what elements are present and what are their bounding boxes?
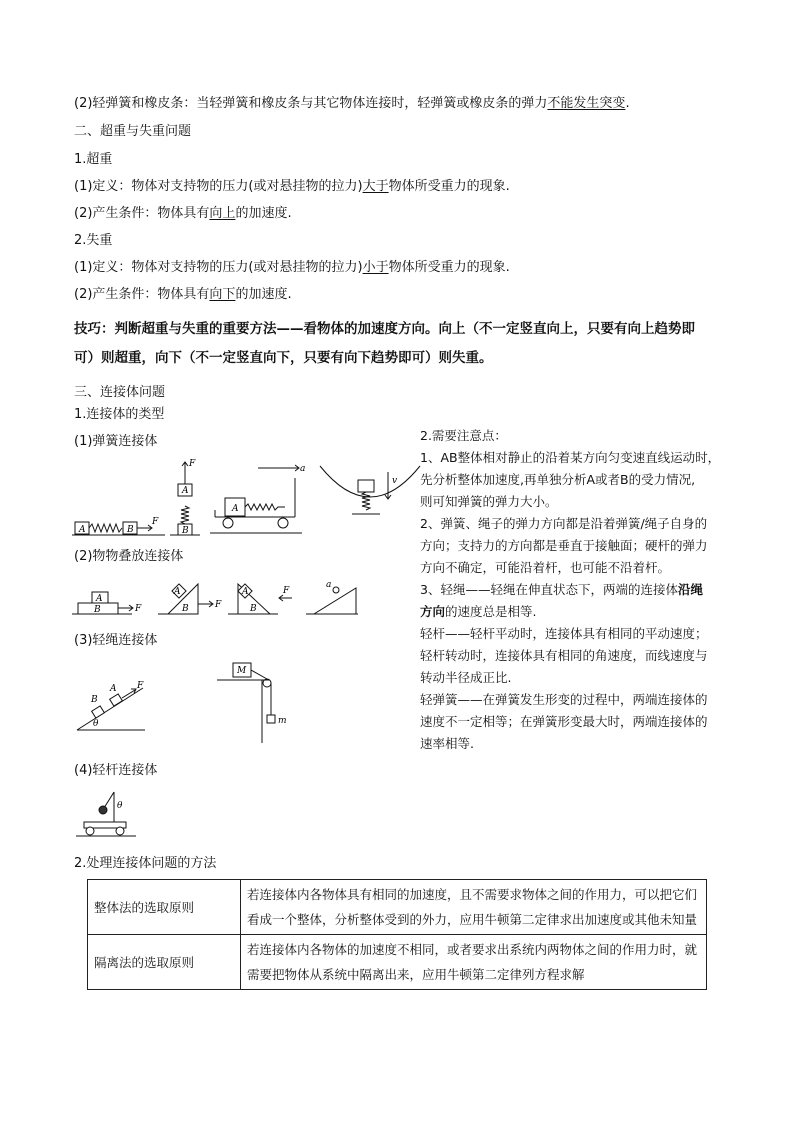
figure-label-f: F xyxy=(152,517,159,527)
note-line: 方向不确定，可能沿着杆，也可能不沿着杆。 xyxy=(420,560,671,575)
figure-label-b: B xyxy=(182,526,189,536)
figure-label-a: A xyxy=(174,587,181,597)
figure-label-b: B xyxy=(127,525,134,535)
note-line: 转动半径成正比. xyxy=(420,670,512,685)
methods-table xyxy=(87,879,707,990)
note-line: 速度不一定相等；在弹簧形变最大时，两端连接体的 xyxy=(420,714,708,729)
note-line: 则可知弹簧的弹力大小。 xyxy=(420,494,558,509)
method-name-cell: 隔离法的选取原则 xyxy=(88,935,241,990)
overweight-definition: (1)定义：物体对支持物的压力(或对悬挂物的拉力)大于物体所受重力的现象. xyxy=(74,179,510,194)
table-row xyxy=(88,935,707,990)
figure-label-f: F xyxy=(189,459,196,469)
figure-label-a: A xyxy=(79,525,86,535)
section-heading-3: 三、连接体问题 xyxy=(74,385,166,400)
figure-label-f: F xyxy=(137,681,144,691)
rope-connector-figure xyxy=(75,658,295,748)
tip-line-1: 技巧：判断超重与失重的重要方法——看物体的加速度方向。向上（不一定竖直向上，只要有向上趋势即 xyxy=(74,321,695,337)
figure-label-f: F xyxy=(283,586,290,596)
paragraph-spring-rubber: (2)轻弹簧和橡皮条：当轻弹簧和橡皮条与其它物体连接时，轻弹簧或橡皮条的弹力不能发生突变. xyxy=(74,96,630,111)
figure-label-small-m: m xyxy=(278,716,287,726)
type-spring-label: (1)弹簧连接体 xyxy=(74,434,158,449)
notes-column xyxy=(420,425,740,755)
table-row xyxy=(88,880,707,935)
subheading-connector-types: 1.连接体的类型 xyxy=(74,407,165,422)
stacked-connector-figure xyxy=(70,578,370,623)
note-line: 轻杆——轻杆平动时，连接体具有相同的平动速度； xyxy=(420,626,708,641)
weightless-definition: (1)定义：物体对支持物的压力(或对悬挂物的拉力)小于物体所受重力的现象. xyxy=(74,260,510,275)
method-description-cell: 若连接体内各物体的加速度不相同，或者要求出系统内两物体之间的作用力时，就需要把物体从系统中隔离出来，应用牛顿第二定律列方程求解 xyxy=(241,935,707,990)
tip-line-2: 可）则超重，向下（不一定竖直向下，只要有向下趋势即可）则失重。 xyxy=(74,350,493,366)
figure-label-b: B xyxy=(91,695,98,705)
note-line: 轻杆转动时，连接体具有相同的角速度，而线速度与 xyxy=(420,648,708,663)
figure-label-a: A xyxy=(232,504,239,514)
note-line: 先分析整体加速度,再单独分析A或者B的受力情况, xyxy=(420,472,696,487)
figure-label-theta: θ xyxy=(93,719,99,729)
figure-label-b: B xyxy=(94,605,101,615)
weightless-condition: (2)产生条件：物体具有向下的加速度. xyxy=(74,287,292,302)
figure-label-f: F xyxy=(135,604,142,614)
note-line: 3、轻绳——轻绳在伸直状态下，两端的连接体沿绳 xyxy=(420,582,703,597)
underlined-term: 不能发生突变 xyxy=(547,96,626,111)
figure-label-a: A xyxy=(182,486,189,496)
figure-label-theta: θ xyxy=(117,801,123,811)
section-heading-2: 二、超重与失重问题 xyxy=(74,124,192,139)
note-line: 方向；支持力的方向都是垂直于接触面；硬杆的弹力 xyxy=(420,538,708,553)
subheading-methods: 2.处理连接体问题的方法 xyxy=(74,856,217,871)
figure-label-a: A xyxy=(110,684,117,694)
type-rope-label: (3)轻绳连接体 xyxy=(74,633,158,648)
note-line: 轻弹簧——在弹簧发生形变的过程中，两端连接体的 xyxy=(420,692,708,707)
subheading-weightless: 2.失重 xyxy=(74,233,113,248)
figure-label-a: A xyxy=(242,587,249,597)
figure-label-big-m: M xyxy=(237,666,247,676)
figure-label-b: B xyxy=(182,604,189,614)
type-stacked-label: (2)物物叠放连接体 xyxy=(74,549,184,564)
overweight-condition: (2)产生条件：物体具有向上的加速度. xyxy=(74,206,292,221)
subheading-overweight: 1.超重 xyxy=(74,152,113,167)
figure-label-acceleration: a xyxy=(300,464,306,474)
note-line: 2、弹簧、绳子的弹力方向都是沿着弹簧/绳子自身的 xyxy=(420,516,708,531)
note-line: 速率相等. xyxy=(420,736,474,751)
notes-title: 2.需要注意点： xyxy=(420,428,507,443)
figure-label-acceleration: a xyxy=(326,580,332,590)
rod-connector-figure xyxy=(74,788,144,843)
figure-label-velocity: v xyxy=(392,476,398,486)
type-rod-label: (4)轻杆连接体 xyxy=(74,763,158,778)
note-line: 方向的速度总是相等. xyxy=(420,604,537,619)
figure-label-b: B xyxy=(250,604,257,614)
note-line: 1、AB整体相对静止的沿着某方向匀变速直线运动时， xyxy=(420,450,721,465)
figure-label-a: A xyxy=(96,594,103,604)
figure-label-f: F xyxy=(215,600,222,610)
method-name-cell: 整体法的选取原则 xyxy=(88,880,241,935)
method-description-cell: 若连接体内各物体具有相同的加速度，且不需要求物体之间的作用力，可以把它们看成一个整体，分析整体受到的外力，应用牛顿第二定律求出加速度或其他未知量 xyxy=(241,880,707,935)
spring-connector-figure xyxy=(70,458,410,543)
